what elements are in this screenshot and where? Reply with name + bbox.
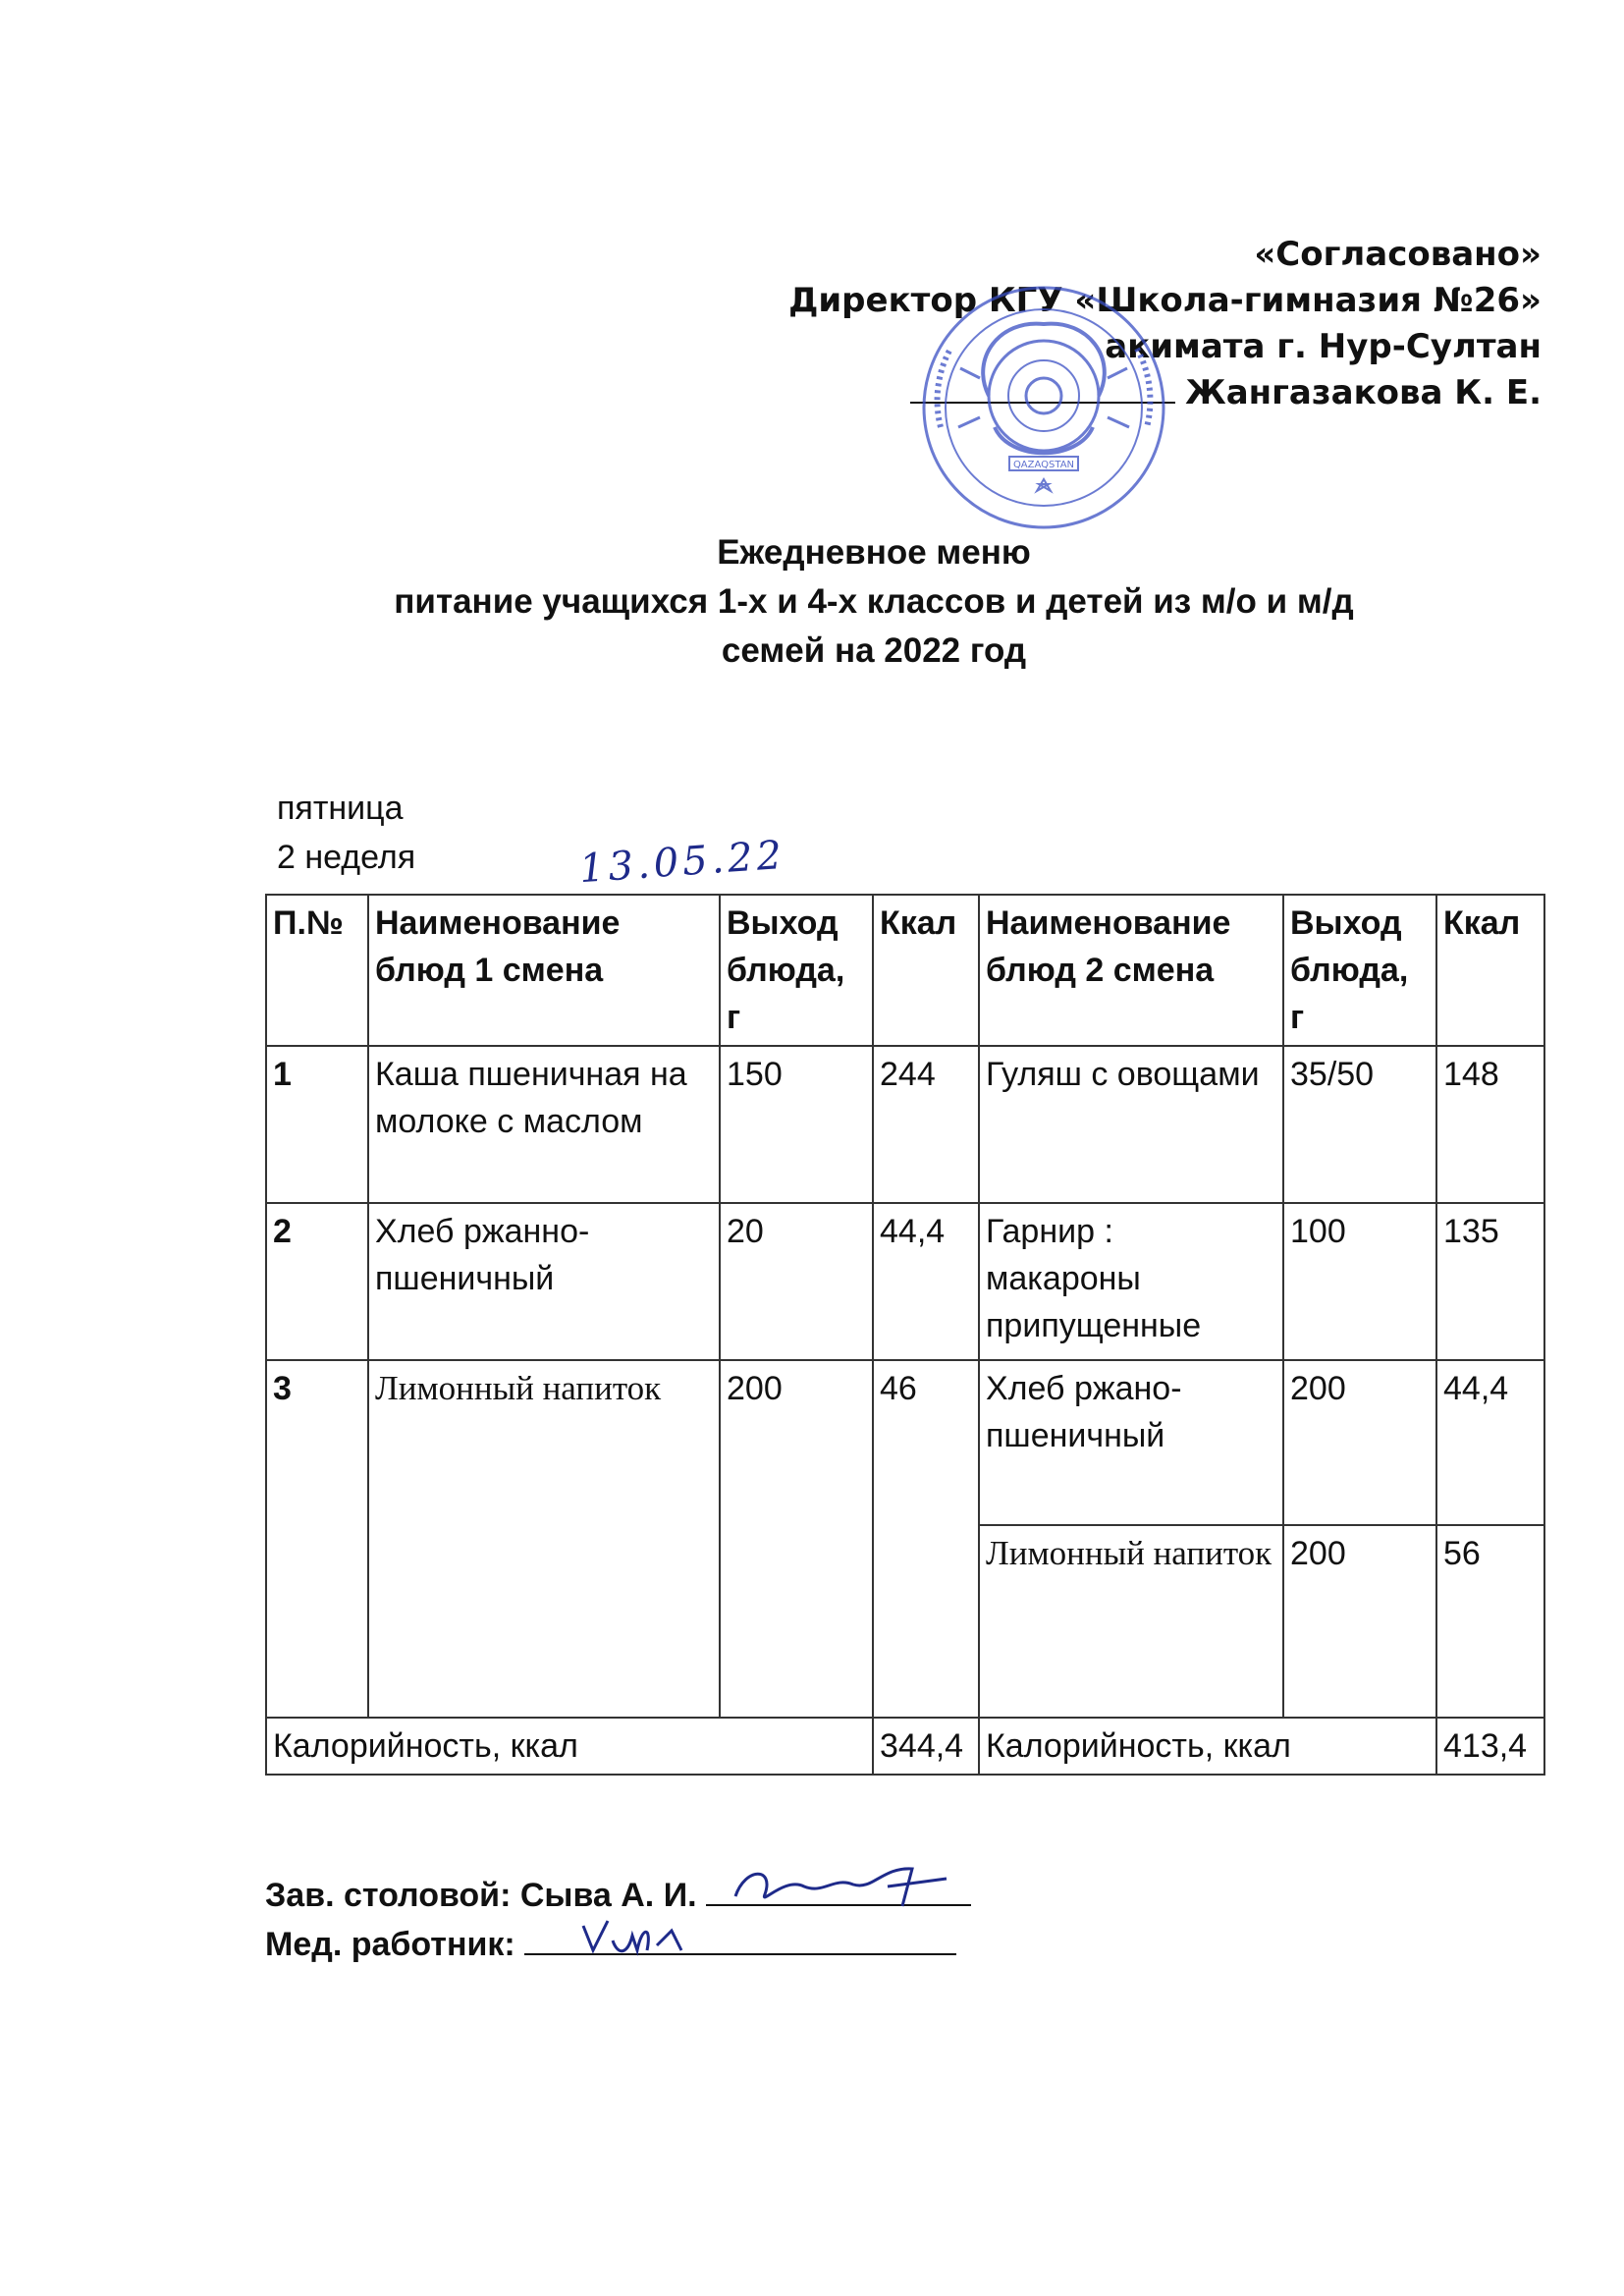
dish-name-shift1: Хлеб ржанно-пшеничный — [368, 1203, 720, 1360]
dish-kcal-shift2: 148 — [1436, 1046, 1544, 1203]
total-value-shift1: 344,4 — [873, 1718, 979, 1775]
handwritten-signature-icon — [534, 1906, 731, 1965]
document-heading — [295, 528, 1453, 676]
total-label-shift2: Калорийность, ккал — [979, 1718, 1436, 1775]
canteen-head-label: Зав. столовой: Сыва А. И. — [265, 1877, 697, 1914]
dish-name-shift2: Лимонный напиток — [979, 1525, 1283, 1718]
footer-signatures — [265, 1871, 971, 1969]
dish-kcal-shift2: 135 — [1436, 1203, 1544, 1360]
dish-kcal-shift1: 244 — [873, 1046, 979, 1203]
dish-kcal-shift1: 46 — [873, 1360, 979, 1718]
approval-organization: акимата г. Нур-Султан — [1105, 327, 1542, 366]
dish-kcal-shift2: 56 — [1436, 1525, 1544, 1718]
document-subtitle-line1: питание учащихся 1-х и 4-х классов и детей из м/о и м/д — [394, 582, 1354, 621]
round-seal-stamp-icon — [911, 280, 1176, 535]
header-name-shift1: Наименование блюд 1 смена — [368, 895, 720, 1046]
dish-name-shift2: Гуляш с овощами — [979, 1046, 1283, 1203]
medic-signature-row — [265, 1920, 971, 1969]
dish-name-shift1: Каша пшеничная на молоке с маслом — [368, 1046, 720, 1203]
approval-signatory-name: Жангазакова К. Е. — [1185, 373, 1542, 412]
medic-label: Мед. работник: — [265, 1926, 515, 1963]
dish-yield-shift2: 200 — [1283, 1360, 1436, 1525]
row-num: 2 — [266, 1203, 368, 1360]
dish-yield-shift2: 100 — [1283, 1203, 1436, 1360]
dish-kcal-shift1: 44,4 — [873, 1203, 979, 1360]
dish-yield-shift2: 35/50 — [1283, 1046, 1436, 1203]
table-header-row — [266, 895, 1544, 1046]
menu-table — [265, 894, 1545, 1776]
header-num: П.№ — [266, 895, 368, 1046]
day-info — [277, 784, 415, 882]
handwritten-date: 13.05.22 — [577, 832, 787, 893]
weekday-label: пятница — [277, 790, 404, 827]
dish-yield-shift1: 150 — [720, 1046, 873, 1203]
row-num: 3 — [266, 1360, 368, 1718]
dish-yield-shift1: 20 — [720, 1203, 873, 1360]
dish-name-shift1: Лимонный напиток — [368, 1360, 720, 1718]
dish-kcal-shift2: 44,4 — [1436, 1360, 1544, 1525]
table-row — [266, 1360, 1544, 1525]
approval-title: «Согласовано» — [1254, 235, 1542, 274]
dish-name-shift2: Гарнир : макароны припущенные — [979, 1203, 1283, 1360]
document-subtitle-line2: семей на 2022 год — [721, 631, 1027, 670]
approval-position: Директор КГУ «Школа-гимназия №26» — [788, 281, 1542, 320]
total-value-shift2: 413,4 — [1436, 1718, 1544, 1775]
medic-signature-line — [524, 1924, 956, 1955]
week-label: 2 неделя — [277, 839, 416, 876]
table-total-row — [266, 1718, 1544, 1775]
header-kcal-shift2: Ккал — [1436, 895, 1544, 1046]
dish-yield-shift1: 200 — [720, 1360, 873, 1718]
handwritten-signature-icon — [716, 1857, 961, 1916]
header-yield-shift2: Выход блюда, г — [1283, 895, 1436, 1046]
header-kcal-shift1: Ккал — [873, 895, 979, 1046]
header-name-shift2: Наименование блюд 2 смена — [979, 895, 1283, 1046]
document-title: Ежедневное меню — [717, 533, 1031, 572]
row-num: 1 — [266, 1046, 368, 1203]
stamp-text: QAZAQSTAN — [1012, 460, 1075, 470]
total-label-shift1: Калорийность, ккал — [266, 1718, 873, 1775]
header-yield-shift1: Выход блюда, г — [720, 895, 873, 1046]
table-row — [266, 1046, 1544, 1203]
dish-name-shift2: Хлеб ржано-пшеничный — [979, 1360, 1283, 1525]
dish-yield-shift2: 200 — [1283, 1525, 1436, 1718]
table-row — [266, 1203, 1544, 1360]
canteen-signature-line — [706, 1875, 971, 1906]
